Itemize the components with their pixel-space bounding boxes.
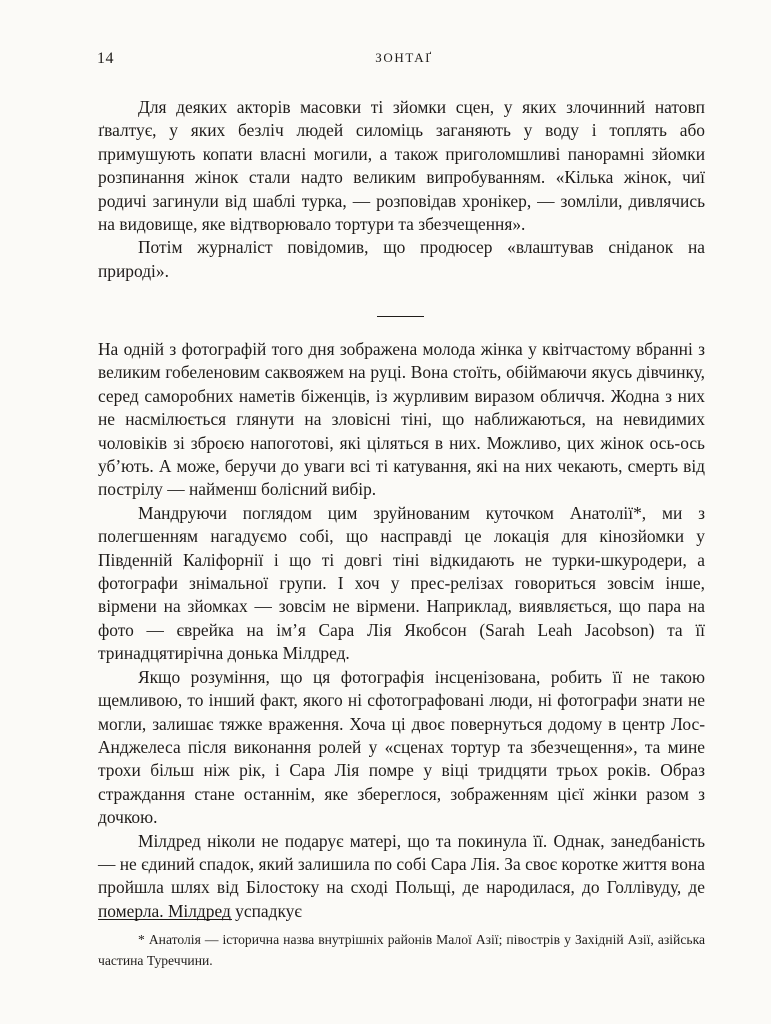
paragraph: Мілдред ніколи не подарує матері, що та покинула її. Однак, занедбаність — не єдиний спадок, який залишила по собі Сара Лія. За своє коротке життя вона пройшла шлях від Білостоку на сході Польщі, де народилася, до Голлівуду, де померла. Мілдред успадкує bbox=[98, 830, 705, 921]
paragraph: Потім журналіст повідомив, що продюсер «влаштував сніданок на природі». bbox=[98, 237, 705, 281]
page-number: 14 bbox=[97, 50, 114, 67]
section-break-rule bbox=[377, 316, 424, 317]
paragraph: Якщо розуміння, що ця фотографія інсценізована, робить її не такою щемливою, то інший факт, якого ні сфотографовані люди, ні фотографи знати не могли, залишає тяжке враження. Хоча ці двоє повернуться додому в центр Лос-Анджелеса після виконання ролей у «сценах тортур та збезчещення», та мине трохи більш ніж рік, і Сара Лія помре у віці тридцяти трьох років. Образ страждання стане останнім, яке збереглося, зображенням цієї жінки разом з дочкою. bbox=[98, 666, 705, 828]
text-block-before-break bbox=[98, 96, 705, 283]
running-head bbox=[97, 50, 711, 72]
footnote-rule bbox=[98, 919, 232, 920]
paragraph: На одній з фотографій того дня зображена молода жінка у квітчастому вбранні з великим гобеленовим саквояжем на руці. Вона стоїть, обіймаючи якусь дівчинку, серед саморобних наметів біженців, із журливим виразом обличчя. Жодна з них не насмілюється глянути на зловісні тіні, що наближаються, на невидимих чоловіків зі зброєю напоготові, які ціляться в них. Можливо, цих жінок ось-ось уб’ють. А може, беручи до уваги всі ті катування, які на них чекають, смерть від пострілу — найменш болісний вибір. bbox=[98, 339, 705, 500]
paragraph: Для деяких акторів масовки ті зйомки сцен, у яких злочинний натовп ґвалтує, у яких безліч людей силоміць заганяють у воду і топлять або примушують копати власні могили, а також приголомшливі панорамні зйомки розпинання жінок стали надто великим випробуванням. «Кілька жінок, чиї родичі загинули від шаблі турка, — розповідав хронікер, — зомліли, дивлячись на видовище, яке відтворювало тортури та збезчещення». bbox=[98, 97, 705, 235]
text-block-after-break bbox=[98, 338, 705, 923]
footnote-text: * Анатолія — історична назва внутрішніх районів Малої Азії; півострів у Західній Азії, азійська частина Туреччини. bbox=[98, 932, 705, 968]
running-title: ЗОНТАҐ bbox=[375, 50, 433, 65]
footnote bbox=[98, 929, 705, 971]
paragraph: Мандруючи поглядом цим зруйнованим куточком Анатолії*, ми з полегшенням нагадуємо собі, що насправді це локація для кінозйомки у Південній Каліфорнії і що ті довгі тіні відкидають не турки-шкуродери, а фотографи знімальної групи. І хоч у прес-релізах говориться зовсім інше, вірмени на зйомках — зовсім не вірмени. Наприклад, виявляється, що пара на фото — єврейка на ім’я Сара Лія Якобсон (Sarah Leah Jacobson) та її тринадцятирічна донька Мілдред. bbox=[98, 502, 705, 664]
